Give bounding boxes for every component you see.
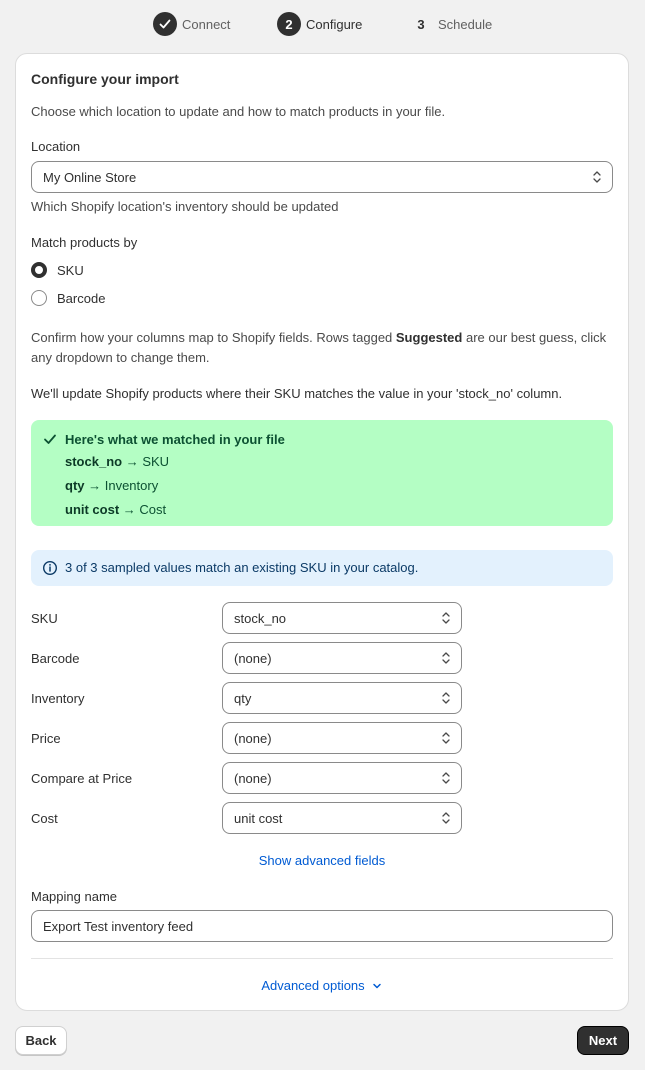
select-value: qty — [234, 690, 252, 706]
checkmark-icon — [43, 432, 57, 446]
mapping-field-label: Price — [31, 731, 61, 746]
mapping-field-label: Barcode — [31, 651, 80, 666]
mapping-field-label: Inventory — [31, 691, 85, 706]
step-connect[interactable] — [153, 11, 230, 37]
select-chevron-icon — [441, 611, 451, 625]
mapping-field-label: Cost — [31, 811, 58, 826]
mapping-name-label: Mapping name — [31, 889, 117, 904]
matched-target: → Inventory — [88, 478, 159, 493]
select-chevron-icon — [441, 811, 451, 825]
radio-sku[interactable] — [31, 262, 84, 278]
mapping-select-sku[interactable] — [222, 602, 462, 634]
matched-source: stock_no — [65, 454, 123, 469]
step-schedule[interactable] — [409, 11, 492, 37]
radio-label: SKU — [57, 262, 84, 278]
step-number: 3 — [417, 16, 425, 32]
mapping-select-barcode[interactable] — [222, 642, 462, 674]
radio-label: Barcode — [57, 290, 106, 306]
step-configure[interactable] — [277, 11, 362, 37]
matched-row — [65, 478, 158, 493]
mapping-instructions — [31, 328, 616, 368]
radio-button[interactable] — [31, 262, 47, 278]
card-title: Configure your import — [31, 71, 179, 87]
mapping-field-label: SKU — [31, 611, 58, 626]
match-by-label: Match products by — [31, 235, 138, 250]
matched-target: → SKU — [125, 454, 170, 469]
next-button[interactable]: Next — [577, 1026, 629, 1055]
step-number: 2 — [277, 12, 301, 36]
select-chevron-icon — [592, 170, 602, 184]
step-label: Configure — [306, 16, 363, 32]
matched-source: qty — [65, 478, 85, 493]
matched-heading: Here's what we matched in your file — [65, 432, 285, 447]
info-icon — [42, 560, 58, 576]
location-select-value: My Online Store — [43, 169, 137, 185]
location-label: Location — [31, 139, 81, 154]
location-select[interactable] — [31, 161, 613, 193]
matched-banner — [31, 420, 613, 526]
info-banner — [31, 550, 613, 586]
select-value: (none) — [234, 650, 272, 666]
chevron-down-icon — [371, 980, 383, 992]
matched-row — [65, 454, 169, 469]
radio-barcode[interactable] — [31, 290, 105, 306]
radio-button[interactable] — [31, 290, 47, 306]
card-description: Choose which location to update and how to match products in your file. — [31, 104, 446, 119]
update-text: We'll update Shopify products where their SKU matches the value in your 'stock_no' column. — [31, 386, 563, 401]
instructions-text: Confirm how your columns map to Shopify fields. Rows tagged — [31, 330, 396, 345]
mapping-name-input[interactable] — [31, 910, 613, 942]
progress-stepper — [0, 11, 645, 37]
instructions-text: are our best guess, click any dropdown to change them. — [31, 330, 607, 365]
select-chevron-icon — [441, 691, 451, 705]
advanced-options-toggle[interactable] — [16, 978, 628, 993]
matched-target: → Cost — [122, 502, 167, 517]
matched-source: unit cost — [65, 502, 120, 517]
mapping-select-compare-at-price[interactable] — [222, 762, 462, 794]
select-chevron-icon — [441, 651, 451, 665]
mapping-select-price[interactable] — [222, 722, 462, 754]
step-label: Connect — [182, 16, 231, 32]
select-chevron-icon — [441, 771, 451, 785]
select-value: unit cost — [234, 810, 283, 826]
info-banner-text: 3 of 3 sampled values match an existing SKU in your catalog. — [65, 560, 419, 575]
show-advanced-fields-link[interactable]: Show advanced fields — [258, 853, 386, 868]
select-chevron-icon — [441, 731, 451, 745]
step-label: Schedule — [438, 16, 493, 32]
select-value: (none) — [234, 730, 272, 746]
select-value: (none) — [234, 770, 272, 786]
mapping-select-cost[interactable] — [222, 802, 462, 834]
matched-row — [65, 502, 166, 517]
mapping-field-label: Compare at Price — [31, 771, 133, 786]
instructions-bold: Suggested — [395, 330, 463, 345]
back-button[interactable]: Back — [15, 1026, 67, 1055]
location-help-text: Which Shopify location's inventory should be updated — [31, 199, 339, 214]
select-value: stock_no — [234, 610, 287, 626]
configure-card — [15, 53, 629, 1011]
divider — [31, 958, 613, 959]
mapping-select-inventory[interactable] — [222, 682, 462, 714]
advanced-options-label: Advanced options — [261, 978, 365, 993]
checkmark-icon — [153, 12, 177, 36]
